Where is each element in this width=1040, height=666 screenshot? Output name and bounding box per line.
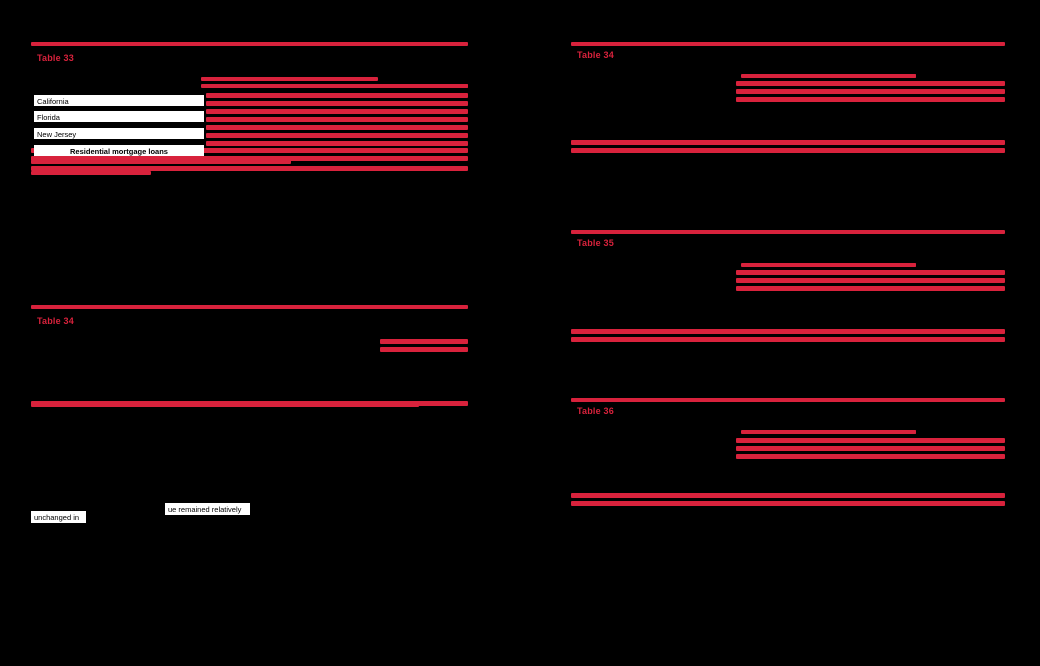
table-caption: Table 34 — [37, 316, 74, 326]
table-caption: Table 36 — [577, 406, 614, 416]
redacted-text-bar — [736, 278, 1005, 283]
redacted-text-bar — [736, 286, 1005, 291]
redacted-text-bar — [380, 339, 468, 344]
redacted-text-bar — [31, 404, 419, 407]
redacted-text-bar — [31, 42, 468, 46]
redacted-text-bar — [571, 148, 1005, 153]
table-row-label: California — [34, 95, 204, 106]
redacted-text-bar — [830, 430, 916, 434]
redacted-text-bar — [830, 263, 916, 267]
redacted-text-bar — [382, 84, 468, 88]
redacted-text-bar — [571, 501, 1005, 506]
table-caption: Table 34 — [577, 50, 614, 60]
redacted-text-bar — [31, 160, 291, 164]
redacted-text-bar — [571, 493, 1005, 498]
table-caption: Table 35 — [577, 238, 614, 248]
redacted-text-bar — [571, 42, 1005, 46]
redacted-text-bar — [290, 77, 378, 81]
redacted-text-bar — [31, 171, 151, 175]
body-text-highlight: ue remained relatively — [165, 503, 250, 515]
redacted-text-bar — [571, 398, 1005, 402]
redacted-text-bar — [736, 97, 1005, 102]
redacted-text-bar — [736, 454, 1005, 459]
redacted-text-bar — [736, 270, 1005, 275]
redacted-text-bar — [206, 101, 468, 106]
table-row-label: Florida — [34, 111, 204, 122]
redacted-text-bar — [571, 329, 1005, 334]
redacted-text-bar — [736, 446, 1005, 451]
redacted-text-bar — [206, 133, 468, 138]
redacted-text-bar — [571, 230, 1005, 234]
redacted-text-bar — [206, 117, 468, 122]
redacted-text-bar — [571, 337, 1005, 342]
redacted-text-bar — [206, 109, 468, 114]
right-column — [520, 0, 1040, 666]
redacted-text-bar — [736, 81, 1005, 86]
redacted-text-bar — [380, 347, 468, 352]
redacted-text-bar — [206, 125, 468, 130]
redacted-text-bar — [571, 140, 1005, 145]
table-row-label: New Jersey — [34, 128, 204, 139]
redacted-text-bar — [736, 438, 1005, 443]
redacted-text-bar — [736, 89, 1005, 94]
table-caption: Table 33 — [37, 53, 74, 63]
table-row-label: Residential mortgage loans — [34, 145, 204, 156]
body-text-highlight: unchanged in — [31, 511, 86, 523]
redacted-text-bar — [830, 74, 916, 78]
redacted-text-bar — [206, 141, 468, 146]
redacted-text-bar — [31, 305, 468, 309]
redacted-text-bar — [206, 93, 468, 98]
